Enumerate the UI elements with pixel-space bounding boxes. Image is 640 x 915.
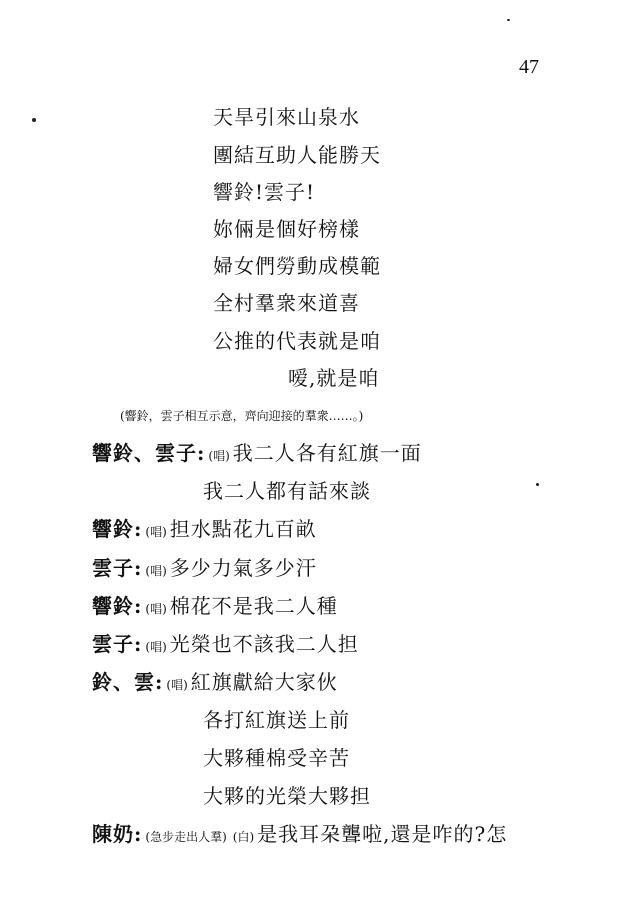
- stage-direction: (響鈴，雲子相互示意，齊向迎接的羣衆……。): [120, 409, 364, 423]
- dialogue-line: [203, 479, 371, 503]
- lyric-text: 大夥的光榮大夥担: [203, 784, 371, 808]
- verse-line: 響鈴!雲子!: [213, 180, 316, 204]
- page-number: 47: [519, 56, 539, 78]
- sing-cue: (唱): [208, 449, 230, 463]
- lyric-text: 担水點花九百畝: [169, 517, 317, 541]
- speaker-name: 陳奶:: [92, 822, 143, 846]
- sing-cue: (唱): [145, 564, 167, 578]
- dialogue-line: [92, 632, 359, 659]
- verse-line: 妳倆是個好榜樣: [213, 217, 360, 241]
- final-dialogue-line: [92, 822, 507, 849]
- sing-cue: (唱): [166, 678, 188, 692]
- speaker-name: 響鈴:: [92, 594, 143, 618]
- sing-cue: (唱): [145, 640, 167, 654]
- lyric-text: 紅旗獻給大家伙: [190, 670, 338, 694]
- lyric-text: 光榮也不該我二人担: [169, 632, 359, 656]
- dialogue-line: [203, 708, 350, 732]
- speaker-name: 雲子:: [92, 632, 143, 656]
- spoken-text: 是我耳朶聾啦,還是咋的?怎: [257, 822, 508, 846]
- dialogue-line: [92, 670, 338, 697]
- lyric-text: 各打紅旗送上前: [203, 708, 350, 732]
- stage-action: (急步走出人羣): [145, 830, 227, 844]
- verse-line: 婦女們勞動成模範: [213, 254, 381, 278]
- verse-line: 公推的代表就是咱: [213, 329, 381, 353]
- lyric-text: 棉花不是我二人種: [169, 594, 338, 618]
- scan-speck: [536, 483, 539, 486]
- verse-line: 天旱引來山泉水: [213, 105, 360, 129]
- verse-line: 團結互助人能勝天: [213, 143, 381, 167]
- reply-line: 嗳,就是咱: [288, 366, 380, 390]
- scan-speck: [507, 19, 510, 21]
- verse-line: 全村羣衆來道喜: [213, 291, 360, 315]
- lyric-text: 我二人都有話來談: [203, 479, 371, 503]
- scan-speck: [32, 118, 36, 122]
- dialogue-line: [92, 594, 338, 621]
- speaker-name: 響鈴、雲子:: [92, 441, 206, 465]
- dialogue-line: [203, 746, 350, 770]
- dialogue-line: [92, 556, 317, 583]
- sing-cue: (唱): [145, 525, 167, 539]
- speaker-name: 鈴、雲:: [92, 670, 164, 694]
- speaker-name: 雲子:: [92, 556, 143, 580]
- dialogue-line: [92, 517, 317, 544]
- lyric-text: 多少力氣多少汗: [169, 556, 317, 580]
- lyric-text: 大夥種棉受辛苦: [203, 746, 350, 770]
- dialogue-line: [92, 441, 422, 468]
- sing-cue: (唱): [145, 602, 167, 616]
- speak-cue: (白): [232, 830, 255, 844]
- dialogue-line: [203, 784, 371, 808]
- speaker-name: 響鈴:: [92, 517, 143, 541]
- lyric-text: 我二人各有紅旗一面: [232, 441, 422, 465]
